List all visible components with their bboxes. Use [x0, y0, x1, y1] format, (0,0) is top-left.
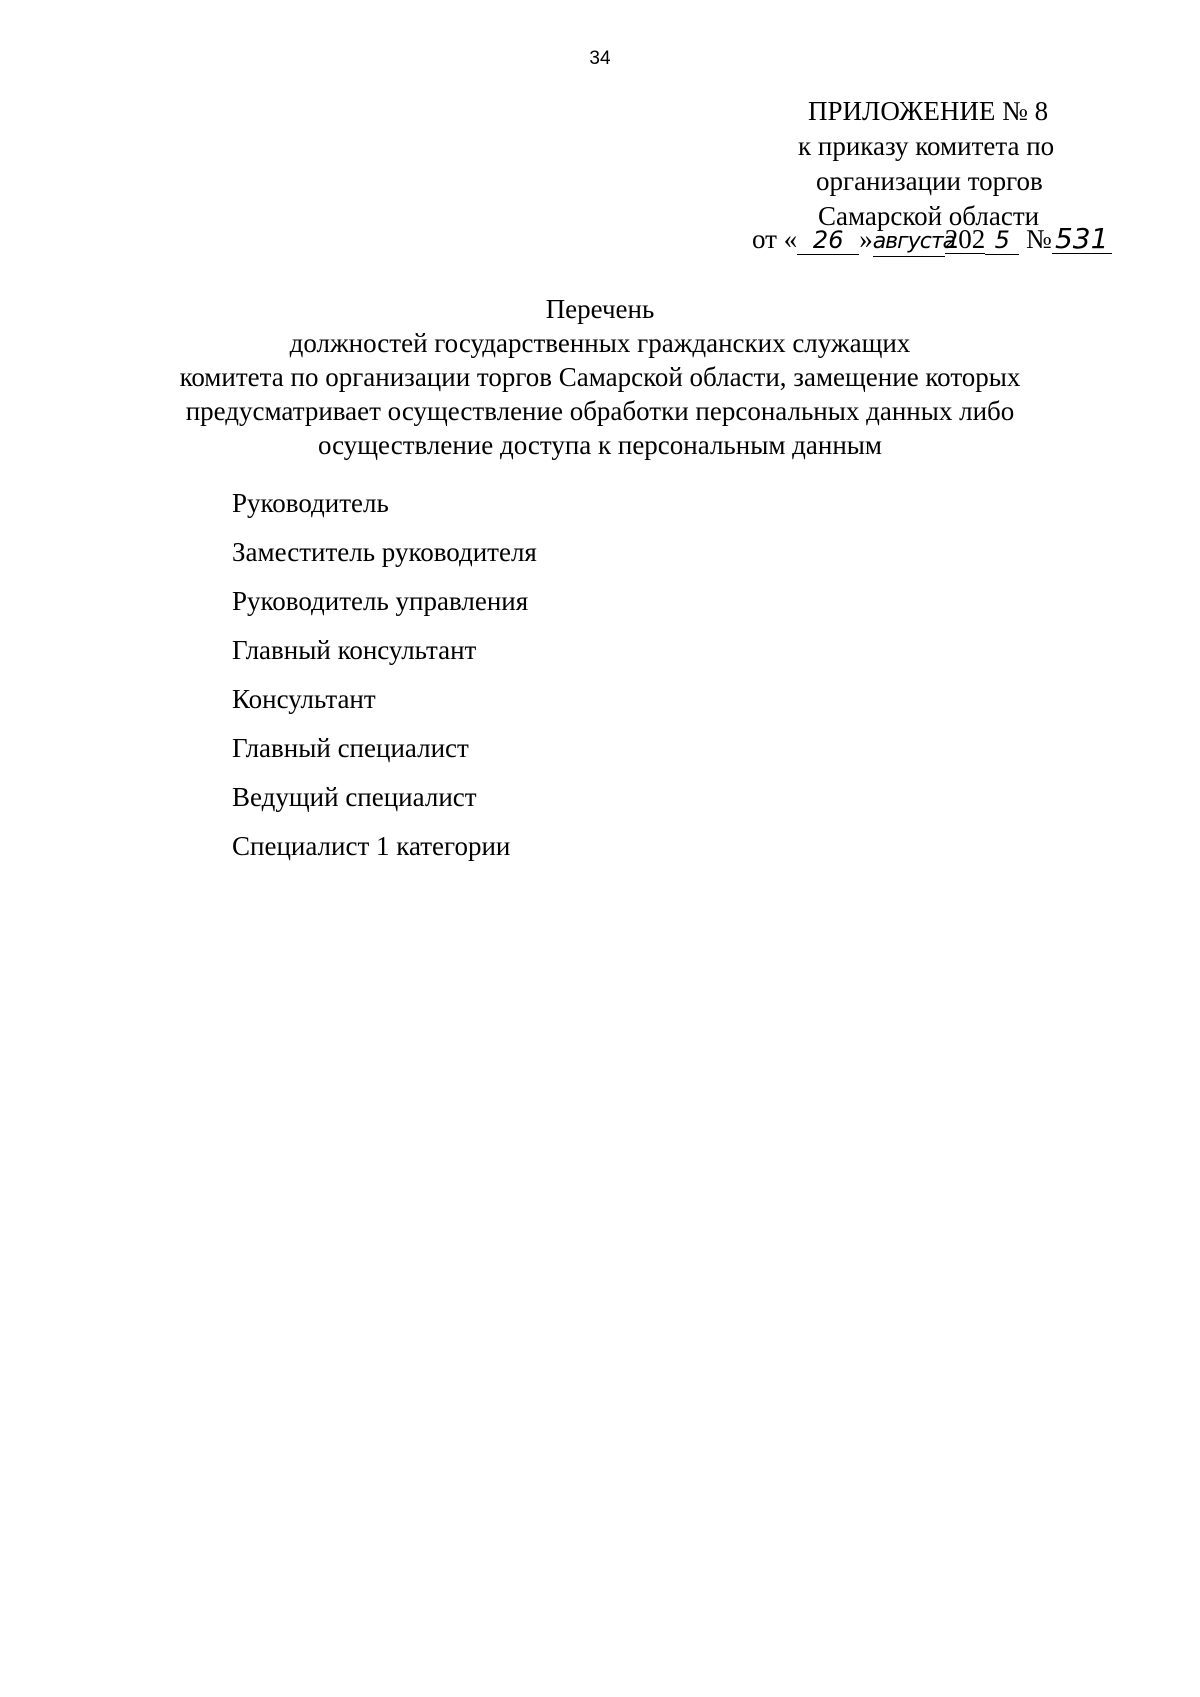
appendix-header	[760, 94, 1200, 234]
heading-line-4: предусматривает осуществление обработки персональных данных либо	[185, 396, 1015, 426]
list-item: Специалист 1 категории	[232, 831, 511, 861]
handwritten-day: 26	[797, 226, 859, 255]
year-printed: 202	[944, 224, 986, 254]
appendix-line-organization: организации торгов	[816, 166, 1043, 196]
page-number: 34	[589, 48, 611, 69]
list-item: Главный консультант	[232, 635, 477, 665]
date-prefix: от «	[752, 224, 798, 254]
number-sign: №	[1025, 224, 1052, 254]
heading-line-2: должностей государственных гражданских служащих	[289, 328, 911, 358]
positions-list	[232, 486, 537, 878]
appendix-line-order: к приказу комитета по	[798, 131, 1055, 161]
order-date-line	[752, 222, 1112, 257]
document-heading	[0, 292, 1200, 462]
list-item: Главный специалист	[232, 733, 469, 763]
heading-line-5: осуществление доступа к персональным данным	[317, 430, 883, 460]
heading-title: Перечень	[545, 294, 655, 324]
handwritten-month: августа	[873, 228, 945, 257]
list-item: Консультант	[232, 684, 376, 714]
list-item: Ведущий специалист	[232, 782, 477, 812]
list-item: Руководитель управления	[232, 586, 529, 616]
list-item: Заместитель руководителя	[232, 537, 537, 567]
handwritten-year-digit: 5	[985, 226, 1019, 255]
date-quote-close: »	[859, 224, 873, 254]
appendix-title: ПРИЛОЖЕНИЕ № 8	[808, 96, 1049, 126]
appendix-line-region: Самарской области	[818, 201, 1040, 231]
handwritten-order-number: 531	[1052, 225, 1112, 254]
heading-line-3: комитета по организации торгов Самарской области, замещение которых	[179, 362, 1021, 392]
list-item: Руководитель	[232, 488, 389, 518]
